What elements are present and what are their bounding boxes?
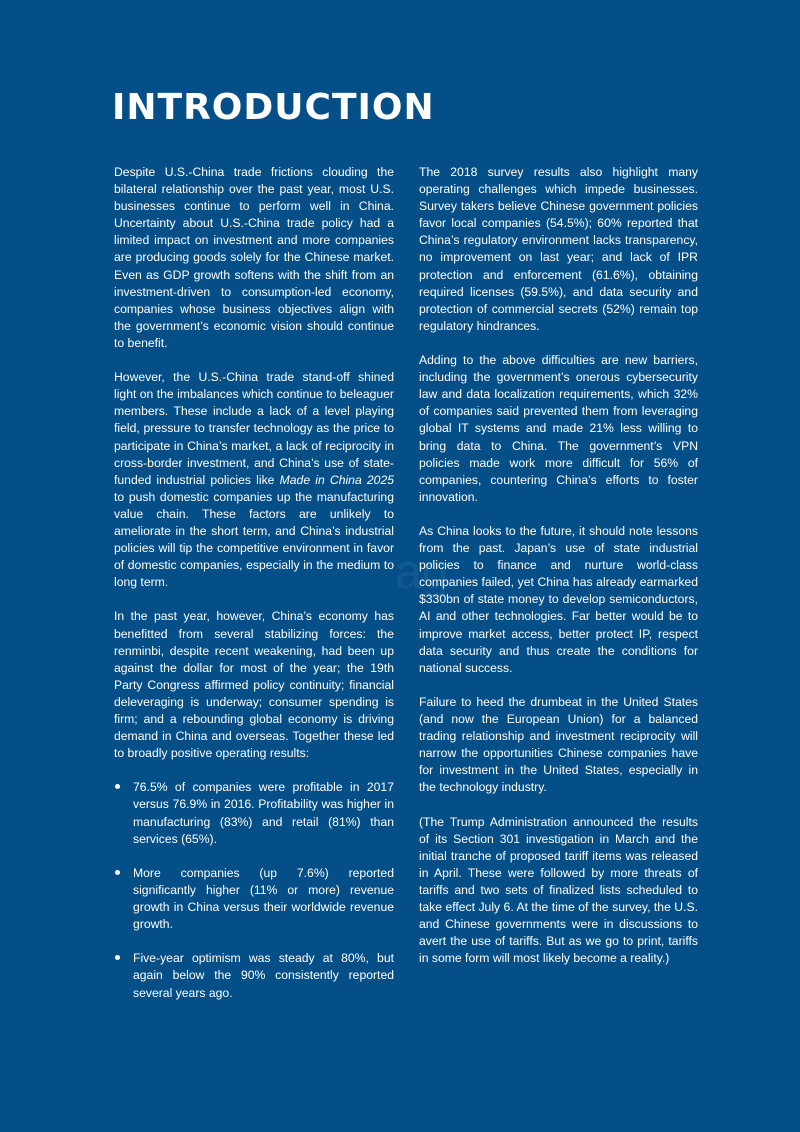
paragraph: As China looks to the future, it should note lessons from the past. Japan’s use of state industrial policies to finance and nurture world-class companies failed, yet China has already earmarked $330bn of state money to develop semiconductors, AI and other technologies. Far better would be to improve market access, better protect IP, respect data security and thus create the conditions for national success. [419, 523, 698, 675]
watermark: ag [395, 546, 449, 599]
right-column [419, 164, 698, 985]
list-item [114, 865, 394, 933]
paragraph [114, 369, 394, 591]
list-item [114, 779, 394, 847]
paragraph: Adding to the above difficulties are new barriers, including the government’s onerous cybersecurity law and data localization requirements, which 32% of companies said prevented them from leveraging global IT systems and made 21% less willing to bring data to China. The government’s VPN policies made work more difficult for 56% of companies, countering China’s efforts to foster innovation. [419, 353, 698, 504]
paragraph-text: However, the U.S.-China trade stand-off shined light on the imbalances which continue to beleaguer members. These include a lack of a level playing field, pressure to transfer technology as the price to participate in China’s market, a lack of reciprocity in cross-border investment, and China’s use of state-funded industrial policies like [114, 370, 394, 487]
left-column [114, 164, 394, 1019]
paragraph: (The Trump Administration announced the results of its Section 301 investigation in March and the initial tranche of proposed tariff items was released in April. These were followed by more threats of tariffs and two sets of finalized lists scheduled to take effect July 6. At the time of the survey, the U.S. and Chinese governments were in discussions to avert the use of tariffs. But as we go to print, tariffs in some form will most likely become a reality.) [419, 814, 698, 966]
paragraph: The 2018 survey results also highlight many operating challenges which impede businesses. Survey takers believe Chinese government policies favor local companies (54.5%); 60% reported that China’s regulatory environment lacks transparency, no improvement on last year; and lack of IPR protection and enforcement (61.6%), obtaining required licenses (59.5%), and data security and protection of commercial secrets (52%) remain top regulatory hindrances. [419, 165, 698, 333]
paragraph: Failure to heed the drumbeat in the United States (and now the European Union) for a balanced trading relationship and investment reciprocity will narrow the opportunities Chinese companies have for investment in the United States, especially in the technology industry. [419, 694, 698, 795]
paragraph: Despite U.S.-China trade frictions clouding the bilateral relationship over the past year, most U.S. businesses continue to perform well in China. Uncertainty about U.S.-China trade policy had a limited impact on investment and more companies are producing goods solely for the Chinese market. Even as GDP growth softens with the shift from an investment-driven to consumption-led economy, companies whose business objectives align with the government’s economic vision should continue to benefit. [114, 165, 394, 350]
list-item-text: 76.5% of companies were profitable in 2017 versus 76.9% in 2016. Profitability was higher in manufacturing (83%) and retail (81%) than services (65%). [133, 780, 394, 846]
results-list [114, 779, 394, 1001]
list-item-text: More companies (up 7.6%) reported significantly higher (11% or more) revenue growth in China versus their worldwide revenue growth. [133, 865, 394, 932]
page-title: INTRODUCTION [112, 87, 435, 128]
list-item-text: Five-year optimism was steady at 80%, but again below the 90% consistently reported several years ago. [133, 951, 394, 1000]
paragraph: In the past year, however, China’s economy has benefitted from several stabilizing forces: the renminbi, despite recent weakening, had been up against the dollar for most of the year; the 19th Party Congress affirmed policy continuity; financial deleveraging is underway; consumer spending is firm; and a rebounding global economy is driving demand in China and overseas. Together these led to broadly positive operating results: [114, 609, 394, 761]
list-item [114, 950, 394, 1001]
emphasized-title: Made in China 2025 [279, 472, 394, 487]
paragraph-text: to push domestic companies up the manufacturing value chain. These factors are unlikely to ameliorate in the short term, and China’s industrial policies will tip the competitive environment in favor of domestic companies, especially in the medium to long term. [114, 489, 394, 590]
